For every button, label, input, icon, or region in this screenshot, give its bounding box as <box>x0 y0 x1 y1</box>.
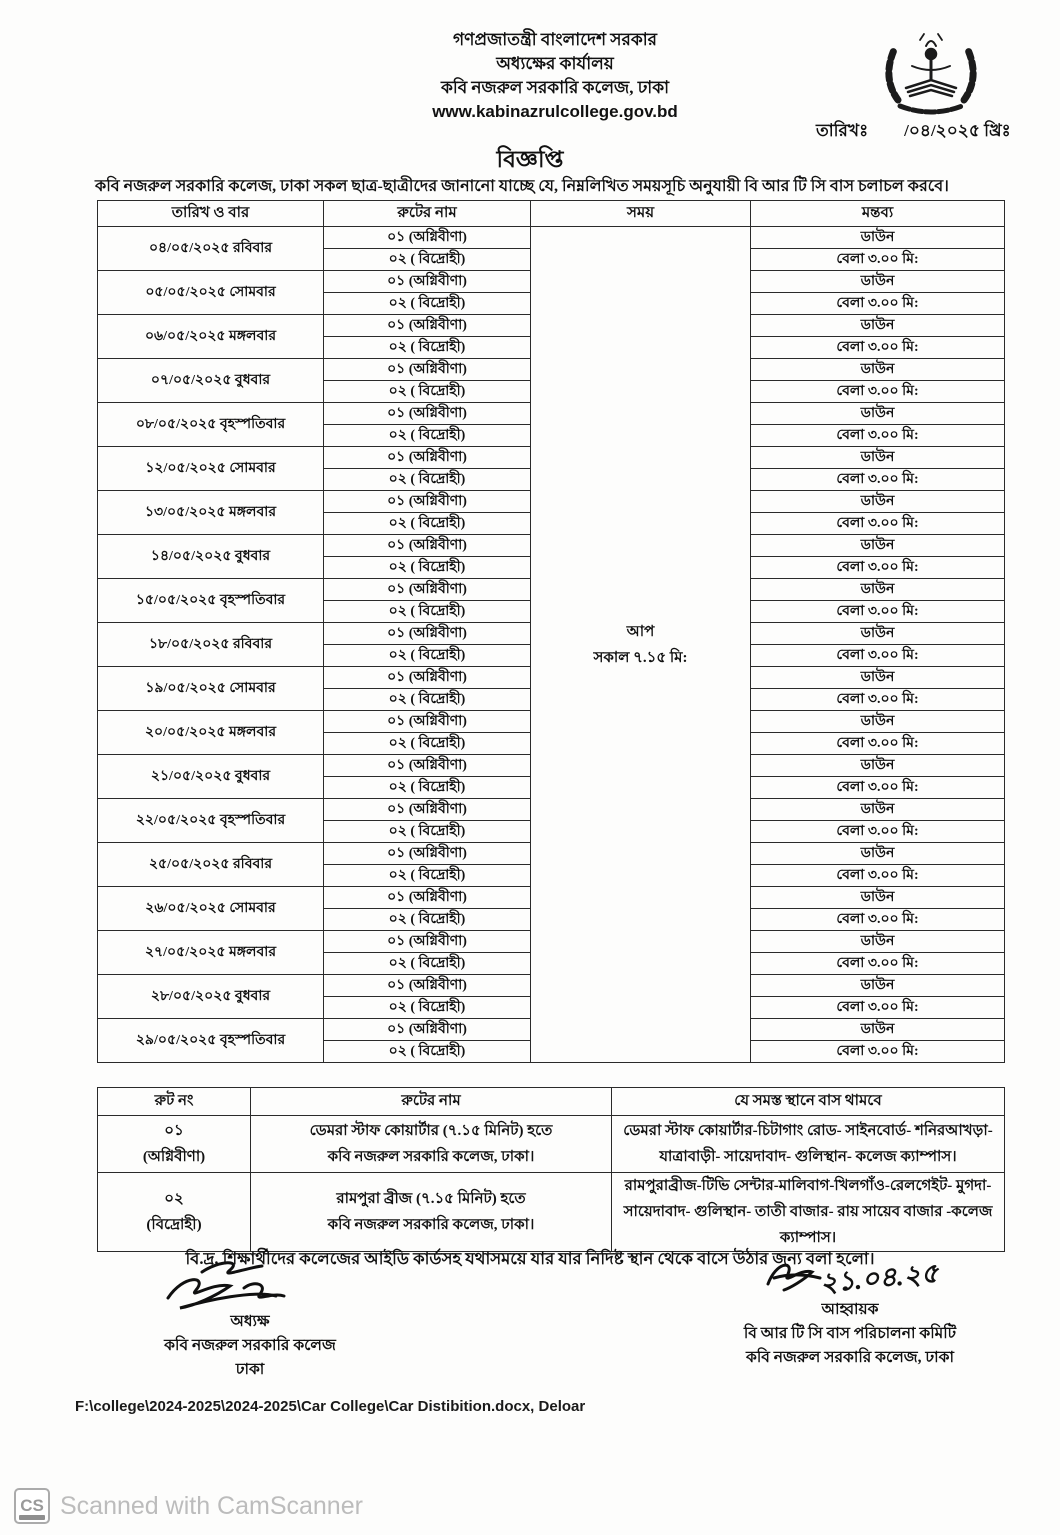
route-2-cell: ০২ ( বিদ্রোহী) <box>324 865 531 887</box>
remark-down-cell: ডাউন <box>751 1019 1005 1041</box>
date-day-cell: ০৬/০৫/২০২৫ মঙ্গলবার <box>98 315 324 359</box>
route-1-cell: ০১ (অগ্নিবীণা) <box>324 755 531 777</box>
remark-down-cell: ডাউন <box>751 227 1005 249</box>
route-1-cell: ০১ (অগ্নিবীণা) <box>324 403 531 425</box>
date-day-cell: ১৫/০৫/২০২৫ বৃহস্পতিবার <box>98 579 324 623</box>
notice-title: বিজ্ঞপ্তি <box>496 147 564 172</box>
time-up-label: আপ <box>626 623 655 640</box>
letterhead <box>300 28 810 124</box>
route-name-line: কবি নজরুল সরকারি কলেজ, ঢাকা। <box>327 1149 535 1165</box>
remark-down-cell: ডাউন <box>751 447 1005 469</box>
remark-down-cell: ডাউন <box>751 623 1005 645</box>
date-day-cell: ০৮/০৫/২০২৫ বৃহস্পতিবার <box>98 403 324 447</box>
route-1-cell: ০১ (অগ্নিবীণা) <box>324 931 531 953</box>
remark-down-cell: ডাউন <box>751 579 1005 601</box>
route-2-cell: ০২ ( বিদ্রোহী) <box>324 997 531 1019</box>
remark-down-cell: ডাউন <box>751 403 1005 425</box>
route-2-cell: ০২ ( বিদ্রোহী) <box>324 513 531 535</box>
header-remark: মন্তব্য <box>751 201 1005 227</box>
route-2-cell: ০২ ( বিদ্রোহী) <box>324 645 531 667</box>
route-2-cell: ০২ ( বিদ্রোহী) <box>324 293 531 315</box>
route-1-cell: ০১ (অগ্নিবীণা) <box>324 271 531 293</box>
remark-time-cell: বেলা ৩.০০ মি: <box>751 733 1005 755</box>
route-2-cell: ০২ ( বিদ্রোহী) <box>324 601 531 623</box>
camscanner-text: Scanned with CamScanner <box>60 1491 363 1520</box>
college-website: www.kabinazrulcollege.gov.bd <box>432 102 678 121</box>
remark-time-cell: বেলা ৩.০০ মি: <box>751 337 1005 359</box>
remark-down-cell: ডাউন <box>751 975 1005 997</box>
college-emblem-icon <box>860 26 1002 120</box>
date-day-cell: ২৯/০৫/২০২৫ বৃহস্পতিবার <box>98 1019 324 1063</box>
route-1-cell: ০১ (অগ্নিবীণা) <box>324 535 531 557</box>
remark-time-cell: বেলা ৩.০০ মি: <box>751 557 1005 579</box>
route-2-cell: ০২ ( বিদ্রোহী) <box>324 337 531 359</box>
route-2-cell: ০২ ( বিদ্রোহী) <box>324 1041 531 1063</box>
time-value: সকাল ৭.১৫ মি: <box>593 649 688 666</box>
remark-time-cell: বেলা ৩.০০ মি: <box>751 249 1005 271</box>
camscanner-watermark <box>14 1488 363 1524</box>
remark-down-cell: ডাউন <box>751 887 1005 909</box>
date-day-cell: ১৯/০৫/২০২৫ সোমবার <box>98 667 324 711</box>
remark-time-cell: বেলা ৩.০০ মি: <box>751 469 1005 491</box>
route-2-cell: ০২ ( বিদ্রোহী) <box>324 469 531 491</box>
remark-down-cell: ডাউন <box>751 711 1005 733</box>
route-stops-cell: রামপুরাব্রীজ-টিভি সেন্টার-মালিবাগ-খিলগাঁও-রেলগেইট- মুগদা- সায়েদাবাদ- গুলিস্থান- তাতী বাজার- রায় সায়েব বাজার -কলেজ ক্যাম্পাস। <box>612 1173 1005 1252</box>
route-1-cell: ০১ (অগ্নিবীণা) <box>324 799 531 821</box>
remark-time-cell: বেলা ৩.০০ মি: <box>751 997 1005 1019</box>
route-2-cell: ০২ ( বিদ্রোহী) <box>324 249 531 271</box>
header-time: সময় <box>531 201 751 227</box>
date-day-cell: ২৫/০৫/২০২৫ রবিবার <box>98 843 324 887</box>
time-merged-cell <box>531 227 751 1063</box>
remark-down-cell: ডাউন <box>751 359 1005 381</box>
date-day-cell: ০৫/০৫/২০২৫ সোমবার <box>98 271 324 315</box>
route-1-cell: ০১ (অগ্নিবীণা) <box>324 227 531 249</box>
route-no-cell <box>98 1173 251 1252</box>
principal-city: ঢাকা <box>235 1361 265 1378</box>
route-row <box>98 1116 1005 1173</box>
route-2-cell: ০২ ( বিদ্রোহী) <box>324 557 531 579</box>
date-day-cell: ১৩/০৫/২০২৫ মঙ্গলবার <box>98 491 324 535</box>
route-1-cell: ০১ (অগ্নিবীণা) <box>324 1019 531 1041</box>
schedule-header-row <box>98 201 1005 227</box>
remark-down-cell: ডাউন <box>751 271 1005 293</box>
date-label: তারিখঃ <box>816 121 869 140</box>
date-day-cell: ০৭/০৫/২০২৫ বুধবার <box>98 359 324 403</box>
date-day-cell: ২৬/০৫/২০২৫ সোমবার <box>98 887 324 931</box>
convener-college: কবি নজরুল সরকারি কলেজ, ঢাকা <box>746 1349 954 1366</box>
date-day-cell: ০৪/০৫/২০২৫ রবিবার <box>98 227 324 271</box>
route-no-name: (অগ্নিবীণা) <box>142 1149 206 1165</box>
route-no-name: (বিদ্রোহী) <box>146 1217 202 1233</box>
principal-title: অধ্যক্ষ <box>230 1313 270 1330</box>
date-day-cell: ২০/০৫/২০২৫ মঙ্গলবার <box>98 711 324 755</box>
header-route-name: রুটের নাম <box>324 201 531 227</box>
route-1-cell: ০১ (অগ্নিবীণা) <box>324 711 531 733</box>
file-path: F:\college\2024-2025\2024-2025\Car College\Car Distibition.docx, Deloar <box>75 1398 586 1415</box>
office-line: অধ্যক্ষের কার্যালয় <box>496 54 614 73</box>
remark-time-cell: বেলা ৩.০০ মি: <box>751 601 1005 623</box>
date-day-cell: ২২/০৫/২০২৫ বৃহস্পতিবার <box>98 799 324 843</box>
date-day-cell: ২৭/০৫/২০২৫ মঙ্গলবার <box>98 931 324 975</box>
route-1-cell: ০১ (অগ্নিবীণা) <box>324 975 531 997</box>
header-route-no: রুট নং <box>98 1088 251 1116</box>
date-day-cell: ১৪/০৫/২০২৫ বুধবার <box>98 535 324 579</box>
route-2-cell: ০২ ( বিদ্রোহী) <box>324 381 531 403</box>
remark-down-cell: ডাউন <box>751 843 1005 865</box>
date-value: /০৪/২০২৫ খ্রিঃ <box>904 121 1011 140</box>
route-1-cell: ০১ (অগ্নিবীণা) <box>324 887 531 909</box>
remark-time-cell: বেলা ৩.০০ মি: <box>751 909 1005 931</box>
route-1-cell: ০১ (অগ্নিবীণা) <box>324 623 531 645</box>
convener-signature-block <box>700 1252 1000 1370</box>
route-name-cell <box>251 1173 612 1252</box>
route-1-cell: ০১ (অগ্নিবীণা) <box>324 843 531 865</box>
route-name-line: কবি নজরুল সরকারি কলেজ, ঢাকা। <box>327 1217 535 1233</box>
route-1-cell: ০১ (অগ্নিবীণা) <box>324 491 531 513</box>
route-1-cell: ০১ (অগ্নিবীণা) <box>324 447 531 469</box>
route-2-cell: ০২ ( বিদ্রোহী) <box>324 953 531 975</box>
remark-time-cell: বেলা ৩.০০ মি: <box>751 425 1005 447</box>
remark-down-cell: ডাউন <box>751 491 1005 513</box>
note-line: বি.দ্র. শিক্ষার্থীদের কলেজের আইডি কার্ডসহ যথাসময়ে যার যার নিদিষ্ট স্থান থেকে বাসে উঠার জন্য বলা হলো। <box>185 1249 875 1268</box>
principal-signature-block <box>130 1258 370 1382</box>
route-2-cell: ০২ ( বিদ্রোহী) <box>324 777 531 799</box>
route-no: ০২ <box>164 1191 184 1207</box>
route-no: ০১ <box>164 1123 184 1139</box>
schedule-row <box>98 227 1005 249</box>
convener-org: বি আর টি সি বাস পরিচালনা কমিটি <box>743 1325 957 1342</box>
route-stops-cell: ডেমরা স্টাফ কোয়ার্টার-চিটাগাং রোড- সাইনবোর্ড- শনিরআখড়া- যাত্রাবাড়ী- সায়েদাবাদ- গুলিস্থান- কলেজ ক্যাম্পাস। <box>612 1116 1005 1173</box>
remark-time-cell: বেলা ৩.০০ মি: <box>751 1041 1005 1063</box>
principal-signature-icon <box>150 1258 350 1310</box>
route-2-cell: ০২ ( বিদ্রোহী) <box>324 689 531 711</box>
remark-down-cell: ডাউন <box>751 535 1005 557</box>
remark-down-cell: ডাউন <box>751 755 1005 777</box>
remark-down-cell: ডাউন <box>751 799 1005 821</box>
date-day-cell: ১২/০৫/২০২৫ সোমবার <box>98 447 324 491</box>
remark-down-cell: ডাউন <box>751 931 1005 953</box>
route-2-cell: ০২ ( বিদ্রোহী) <box>324 425 531 447</box>
route-2-cell: ০২ ( বিদ্রোহী) <box>324 821 531 843</box>
header-stops: যে সমস্ত স্থানে বাস থামবে <box>612 1088 1005 1116</box>
route-detail-table <box>97 1087 1005 1252</box>
date-day-cell: ২১/০৫/২০২৫ বুধবার <box>98 755 324 799</box>
principal-org: কবি নজরুল সরকারি কলেজ <box>164 1337 336 1354</box>
header-date-day: তারিখ ও বার <box>98 201 324 227</box>
route-2-cell: ০২ ( বিদ্রোহী) <box>324 733 531 755</box>
date-day-cell: ১৮/০৫/২০২৫ রবিবার <box>98 623 324 667</box>
remark-time-cell: বেলা ৩.০০ মি: <box>751 689 1005 711</box>
route-name-cell <box>251 1116 612 1173</box>
convener-title: আহ্বায়ক <box>821 1301 879 1318</box>
remark-time-cell: বেলা ৩.০০ মি: <box>751 777 1005 799</box>
remark-time-cell: বেলা ৩.০০ মি: <box>751 865 1005 887</box>
remark-down-cell: ডাউন <box>751 667 1005 689</box>
date-day-cell: ২৮/০৫/২০২৫ বুধবার <box>98 975 324 1019</box>
camscanner-icon: CS <box>14 1488 50 1524</box>
college-line: কবি নজরুল সরকারি কলেজ, ঢাকা <box>440 78 670 97</box>
bus-schedule-table <box>97 200 1005 1063</box>
remark-time-cell: বেলা ৩.০০ মি: <box>751 645 1005 667</box>
handwritten-date: ২১.০৪.২৫ <box>818 1257 940 1299</box>
remark-time-cell: বেলা ৩.০০ মি: <box>751 821 1005 843</box>
route-name-line: রামপুরা ব্রীজ (৭.১৫ মিনিট) হতে <box>336 1191 526 1207</box>
remark-time-cell: বেলা ৩.০০ মি: <box>751 953 1005 975</box>
route-1-cell: ০১ (অগ্নিবীণা) <box>324 579 531 601</box>
government-line: গণপ্রজাতন্ত্রী বাংলাদেশ সরকার <box>452 30 658 49</box>
remark-time-cell: বেলা ৩.০০ মি: <box>751 381 1005 403</box>
route-name-line: ডেমরা স্টাফ কোয়ার্টার (৭.১৫ মিনিট) হতে <box>309 1123 553 1139</box>
remark-time-cell: বেলা ৩.০০ মি: <box>751 513 1005 535</box>
notice-intro: কবি নজরুল সরকারি কলেজ, ঢাকা সকল ছাত্র-ছাত্রীদের জানানো যাচ্ছে যে, নিম্নলিখিত সময়সূচি অনুযায়ী বি আর টি সি বাস চলাচল করবে। <box>95 178 949 195</box>
route-header-row <box>98 1088 1005 1116</box>
header-route-name2: রুটের নাম <box>251 1088 612 1116</box>
route-2-cell: ০২ ( বিদ্রোহী) <box>324 909 531 931</box>
route-row <box>98 1173 1005 1252</box>
route-1-cell: ০১ (অগ্নিবীণা) <box>324 359 531 381</box>
remark-down-cell: ডাউন <box>751 315 1005 337</box>
route-1-cell: ০১ (অগ্নিবীণা) <box>324 315 531 337</box>
route-1-cell: ০১ (অগ্নিবীণা) <box>324 667 531 689</box>
remark-time-cell: বেলা ৩.০০ মি: <box>751 293 1005 315</box>
route-no-cell <box>98 1116 251 1173</box>
